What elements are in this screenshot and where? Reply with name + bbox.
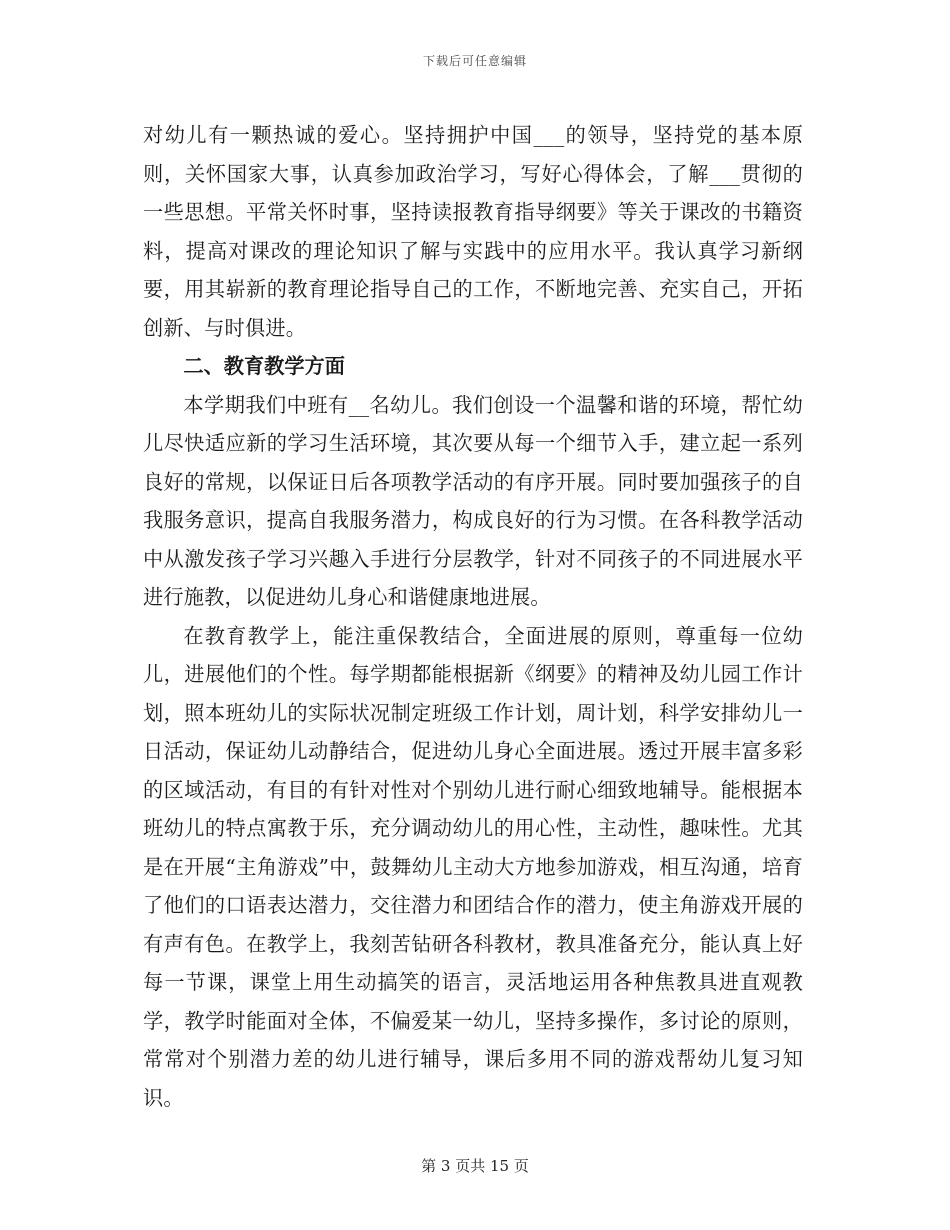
paragraph-teaching-practice: 在教育教学上，能注重保教结合，全面进展的原则，尊重每一位幼儿，进展他们的个性。每学期都能根据新《纲要》的精神及幼儿园工作计划，照本班幼儿的实际状况制定班级工作计划，周计划，科学安排幼儿一日活动，保证幼儿动静结合，促进幼儿身心全面进展。透过开展丰富多彩的区域活动，有目的有针对性对个别幼儿进行耐心细致地辅导。能根据本班幼儿的特点寓教于乐，充分调动幼儿的用心性，主动性，趣味性。尤其是在开展“主角游戏”中，鼓舞幼儿主动大方地参加游戏，相互沟通，培育了他们的口语表达潜力，交往潜力和团结合作的潜力，使主角游戏开展的有声有色。在教学上，我刻苦钻研各科教材，教具准备充分，能认真上好每一节课，课堂上用生动搞笑的语言，灵活地运用各种焦教具进直观教学，教学时能面对全体，不偏爱某一幼儿，坚持多操作，多讨论的原则，常常对个别潜力差的幼儿进行辅导，课后多用不同的游戏帮幼儿复习知识。 [143, 623, 803, 1110]
page-number-footer: 第 3 页共 15 页 [421, 1157, 529, 1175]
document-body [143, 116, 803, 1117]
paragraph-continued: 对幼儿有一颗热诚的爱心。坚持拥护中国___的领导，坚持党的基本原则，关怀国家大事，认真参加政治学习，写好心得体会，了解___贯彻的一些思想。平常关怀时事，坚持读报教育指导纲要》等关于课改的书籍资料，提高对课改的理论知识了解与实践中的应用水平。我认真学习新纲要，用其崭新的教育理论指导自己的工作，不断地完善、充实自己，开拓创新、与时俱进。 [143, 123, 803, 340]
page-header: 下载后可任意编辑 [422, 54, 527, 68]
paragraph-class-environment: 本学期我们中班有__名幼儿。我们创设一个温馨和谐的环境，帮忙幼儿尽快适应新的学习生活环境，其次要从每一个细节入手，建立起一系列良好的常规，以保证日后各项教学活动的有序开展。同时要加强孩子的自我服务意识，提高自我服务潜力，构成良好的行为习惯。在各科教学活动中从激发孩子学习兴趣入手进行分层教学，针对不同孩子的不同进展水平进行施教，以促进幼儿身心和谐健康地进展。 [143, 392, 803, 609]
section-heading-teaching: 二、教育教学方面 [183, 354, 345, 378]
